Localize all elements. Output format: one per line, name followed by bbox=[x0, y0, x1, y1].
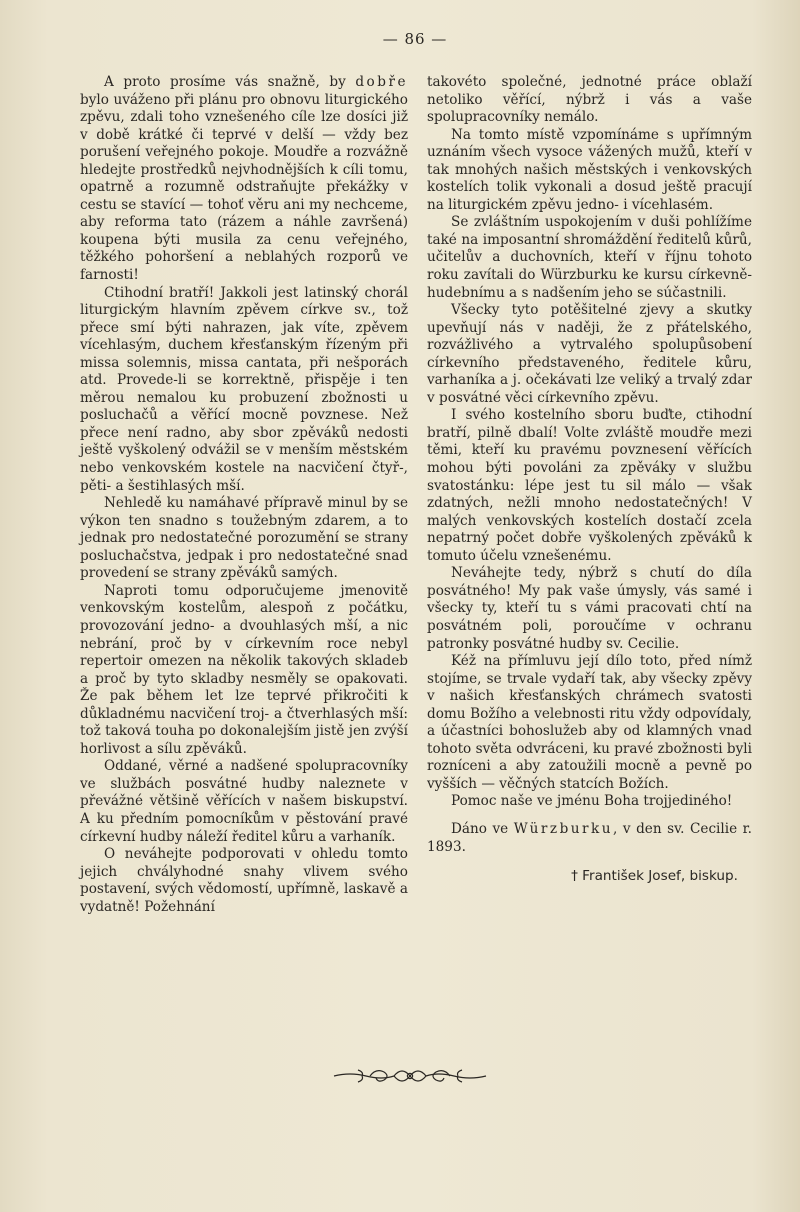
paragraph: Nehledě ku namáhavé přípravě minul by se výkon ten snadno s toužebným zdarem, a to jednak pro nedostatečné porozumění se strany posluchačstva, jedpak i pro nedostatečné snad provedení se strany zpěváků samých. bbox=[80, 495, 408, 582]
paragraph: Ctihodní bratří! Jakkoli jest latinský chorál liturgickým hlavním zpěvem církve sv., tož přece smí býti nahrazen, jak víte, zpěvem vícehlasým, duchem křesťanským řízeným při missa solemnis, missa cantata, při nešporách atd. Provede-li se korrektně, přispěje i ten měrou nemalou ku probuzení zbožnosti u posluchačů a věřící mocně povznese. Než přece není radno, aby sbor zpěváků nedosti ještě vyškolený odvážil se v menším městském nebo venkovském kostele na nacvičení čtyř-, pěti- a šestihlasých mší. bbox=[80, 284, 408, 494]
place-and-date bbox=[427, 821, 752, 856]
paragraph: Oddané, věrné a nadšené spolupracovníky ve službách posvátné hudby naleznete v převážné většině věřících v našem biskupství. A ku předním pomocníkům v pěstování pravé církevní hudby náleží ředitel kůru a varhaník. bbox=[80, 758, 408, 845]
paragraph-text: A proto prosíme vás snažně, by bbox=[104, 74, 356, 90]
paragraph: O neváhejte podporovati v ohledu tomto jejich chvályhodné snahy vlivem svého postavení, svých vědomostí, upřímně, laskavě a vydatně! Požehnání bbox=[80, 846, 408, 915]
place-name: Würzburku bbox=[513, 820, 614, 837]
signature: † František Josef, biskup. bbox=[571, 868, 738, 885]
place-text: Dáno ve bbox=[451, 820, 514, 837]
paragraph-continuation: takovéto společné, jednotné práce oblaží netoliko věřící, nýbrž i vás a vaše spolupracovníky nemálo. bbox=[427, 74, 752, 126]
left-column bbox=[80, 74, 408, 916]
paragraph: Na tomto místě vzpomínáme s upřímným uznáním všech vysoce vážených mužů, kteří v tak mnohých našich městských i venkovských kostelích tolik vykonali a dosud ještě pracují na liturgickém zpěvu jedno- i vícehlasém. bbox=[427, 126, 752, 213]
date-text: , v den sv. Cecilie r. 1893. bbox=[427, 820, 753, 855]
paragraph: Všecky tyto potěšitelné zjevy a skutky upevňují nás v naději, že z přátelského, rozvážlivého a vytrvalého spolupůsobení církevního představeného, ředitele kůru, varhaníka a j. očekávati lze veliký a trvalý zdar v posvátné věci církevního zpěvu. bbox=[427, 302, 752, 406]
paragraph: Se zvláštním uspokojením v duši pohlížíme také na imposantní shromáždění ředitelů kůrů, učitelův a duchovních, kteří v říjnu tohoto roku zavítali do Würzburku ke kursu církevně-hudebnímu a s nadšením jeho se súčastnili. bbox=[427, 214, 752, 301]
paragraph: I svého kostelního sboru buďte, ctihodní bratří, pilně dbalí! Volte zvláště moudře mezi těmi, kteří ku pravému povznesení věřících mohou býti povoláni za zpěváky v službu svatostánku: lépe jest tu sil málo — však zdatných, nežli mnoho nedostatečných! V malých venkovských kostelích dostačí zcela nepatrný počet dobře vyškolených zpěváků k tomuto účelu vznešenému. bbox=[427, 407, 752, 564]
paragraph-text: bylo uváženo při plánu pro obnovu liturgického zpěvu, zdali toho vznešeného cíle lze dosíci již v době krátké či teprvé v delší — vždy bez porušení veřejného pokoje. Moudře a rozvážně hledejte prostředků nejvhodnějších k cíli tomu, opatrně a rozumně odstraňujte překážky v cestu se stavící — tohoť věru ani my nechceme, aby reforma tato (rázem a náhle završená) koupena býti musila za cenu veřejného, těžkého pohoršení a neblahých rozporů ve farnosti! bbox=[80, 91, 408, 284]
paragraph bbox=[80, 74, 408, 285]
paragraph: Kéž na přímluvu její dílo toto, před nímž stojíme, se trvale vydaří tak, aby všecky zpěvy v našich křesťanských chrámech svatosti domu Božího a velebnosti ritu vždy odpovídaly, a účastníci bohoslužeb aby od klamných vnad tohoto světa odvráceni, ku pravé zbožnosti byli rozníceni a aby zatoužili mocně a pevně po vyšších — věčných statcích Božích. bbox=[427, 653, 752, 792]
page-number: — 86 — bbox=[382, 30, 448, 48]
paragraph: Naproti tomu odporučujeme jmenovitě venkovským kostelům, alespoň z počátku, provozování jedno- a dvouhlasých mší, a nic nebrání, proč by v církevním roce nebyl repertoir omezen na několik takových skladeb a proč by tyto skladby nesměly se opakovati. Že pak během let lze teprvé přikročiti k důkladnému nacvičení troj- a čtverhlasých mší: tož taková touha po dokonalejším jistě jen zvýší horlivost a sílu zpěváků. bbox=[80, 582, 408, 757]
right-column bbox=[427, 74, 752, 886]
decorative-flourish-icon bbox=[330, 1064, 490, 1088]
emphasized-word: dobře bbox=[355, 74, 408, 90]
paragraph: Neváhejte tedy, nýbrž s chutí do díla posvátného! My pak vaše úmysly, vás samé i všecky ty, kteří tu s vámi pracovati chtí na posvátném poli, poroučíme v ochranu patronky posvátné hudby sv. Cecilie. bbox=[427, 565, 752, 652]
paragraph: Pomoc naše ve jménu Boha trojjediného! bbox=[451, 793, 733, 810]
